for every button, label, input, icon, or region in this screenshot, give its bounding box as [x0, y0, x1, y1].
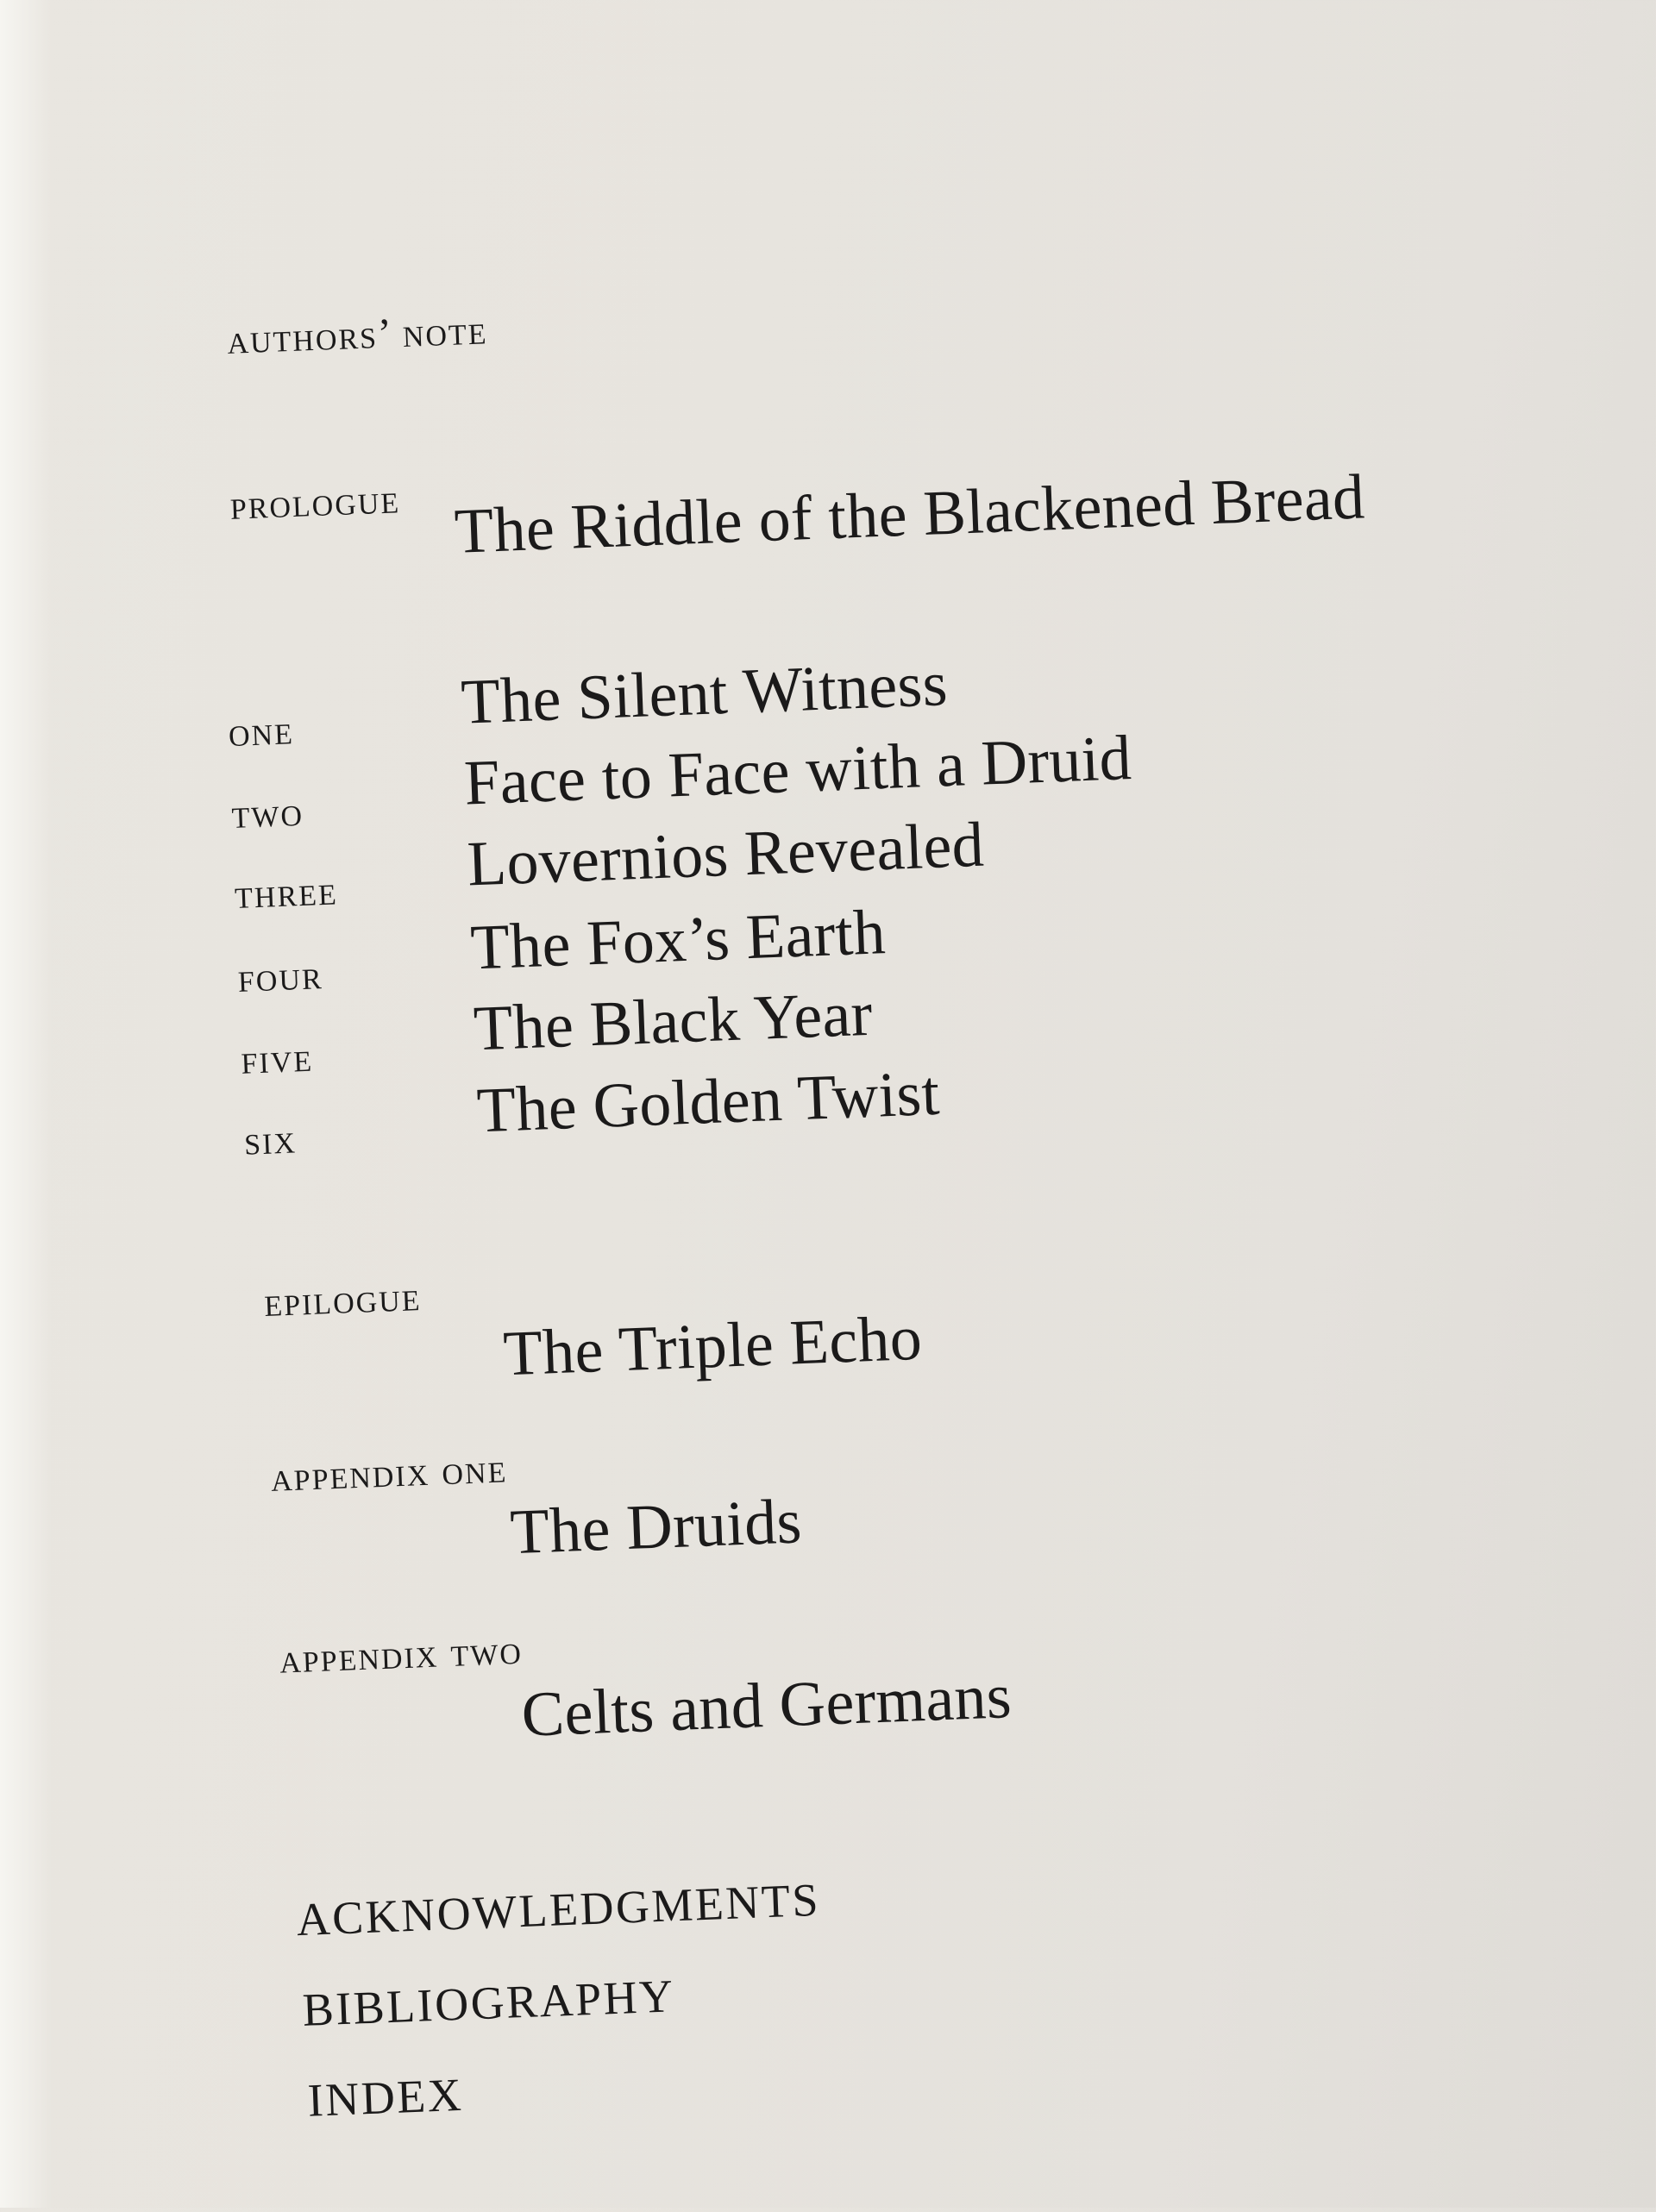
- chapter-number: two: [230, 786, 304, 838]
- prologue-title: The Riddle of the Blackened Bread: [453, 461, 1366, 567]
- authors-note-entry: authors’ note: [226, 305, 489, 363]
- chapter-title: The Black Year: [472, 978, 874, 1065]
- appendix-two-label: appendix two: [279, 1625, 524, 1682]
- chapter-number: one: [227, 705, 295, 756]
- chapter-number: five: [240, 1032, 314, 1083]
- chapter-title: Lovernios Revealed: [466, 809, 986, 900]
- chapter-number: four: [236, 950, 324, 1001]
- acknowledgments-entry: ACKNOWLEDGMENTS: [295, 1873, 821, 1946]
- index-entry: INDEX: [306, 2068, 465, 2127]
- chapter-title: The Fox’s Earth: [469, 897, 888, 984]
- chapter-number: three: [233, 866, 339, 918]
- appendix-one-label: appendix one: [269, 1444, 509, 1501]
- epilogue-label: epilogue: [263, 1272, 423, 1325]
- chapter-number: six: [242, 1114, 298, 1164]
- chapter-title: The Silent Witness: [460, 649, 950, 738]
- chapter-title: Face to Face with a Druid: [462, 722, 1133, 819]
- epilogue-title: The Triple Echo: [502, 1302, 924, 1390]
- appendix-two-title: Celts and Germans: [520, 1661, 1013, 1751]
- appendix-one-title: The Druids: [509, 1486, 804, 1569]
- chapter-title: The Golden Twist: [475, 1057, 941, 1147]
- prologue-label: prologue: [229, 474, 401, 529]
- bibliography-entry: BIBLIOGRAPHY: [301, 1970, 676, 2036]
